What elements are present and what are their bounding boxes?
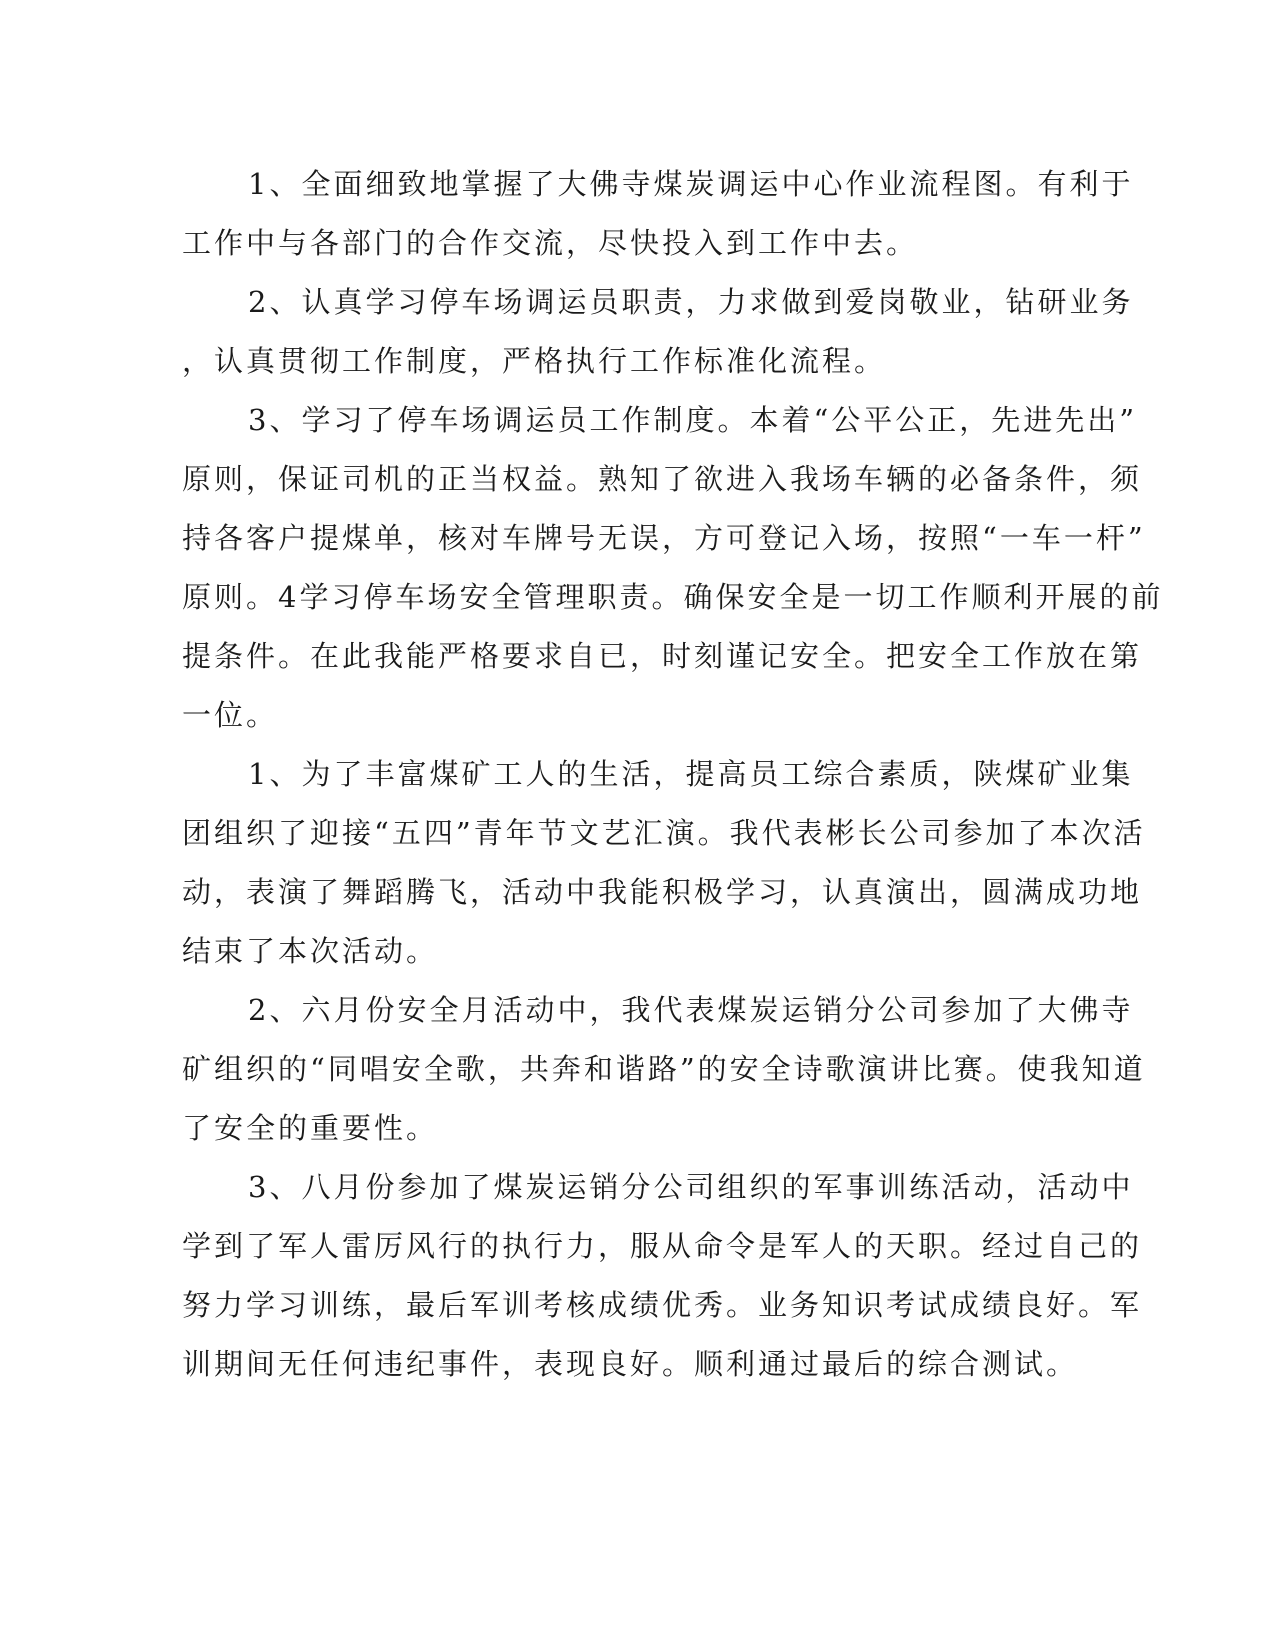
paragraph-line: 学到了军人雷厉风行的执行力，服从命令是军人的天职。经过自己的 [182,1229,1143,1263]
paragraph-line: 1、为了丰富煤矿工人的生活，提高员工综合素质，陕煤矿业集 [248,757,1134,791]
paragraph-line: 结束了本次活动。 [182,934,439,968]
paragraph-line: 3、学习了停车场调运员工作制度。本着“公平公正，先进先出” [248,403,1138,437]
paragraph-line: 团组织了迎接“五四”青年节文艺汇演。我代表彬长公司参加了本次活 [182,816,1146,850]
paragraph-line: 2、六月份安全月活动中，我代表煤炭运销分公司参加了大佛寺 [248,993,1134,1027]
paragraph-line: 一位。 [182,698,279,732]
paragraph-line: 训期间无任何违纪事件，表现良好。顺利通过最后的综合测试。 [182,1347,1079,1381]
paragraph-line: 提条件。在此我能严格要求自已，时刻谨记安全。把安全工作放在第 [182,639,1143,673]
paragraph-line: 原则，保证司机的正当权益。熟知了欲进入我场车辆的必备条件，须 [182,462,1143,496]
paragraph-line: 1、全面细致地掌握了大佛寺煤炭调运中心作业流程图。有利于 [248,167,1134,201]
paragraph-line: 2、认真学习停车场调运员职责，力求做到爱岗敬业，钻研业务 [248,285,1134,319]
document-body [182,155,1164,1394]
paragraph-line: 了安全的重要性。 [182,1111,439,1145]
paragraph-line: 努力学习训练，最后军训考核成绩优秀。业务知识考试成绩良好。军 [182,1288,1143,1322]
paragraph-line: 动，表演了舞蹈腾飞，活动中我能积极学习，认真演出，圆满成功地 [182,875,1143,909]
paragraph-line: 矿组织的“同唱安全歌，共奔和谐路”的安全诗歌演讲比赛。使我知道 [182,1052,1146,1086]
paragraph-line: 原则。4学习停车场安全管理职责。确保安全是一切工作顺利开展的前 [182,580,1164,614]
paragraph-line: 工作中与各部门的合作交流，尽快投入到工作中去。 [182,226,919,260]
paragraph-line: 持各客户提煤单，核对车牌号无误，方可登记入场，按照“一车一杆” [182,521,1146,555]
paragraph-line: 3、八月份参加了煤炭运销分公司组织的军事训练活动，活动中 [248,1170,1134,1204]
paragraph-line: ，认真贯彻工作制度，严格执行工作标准化流程。 [182,344,887,378]
